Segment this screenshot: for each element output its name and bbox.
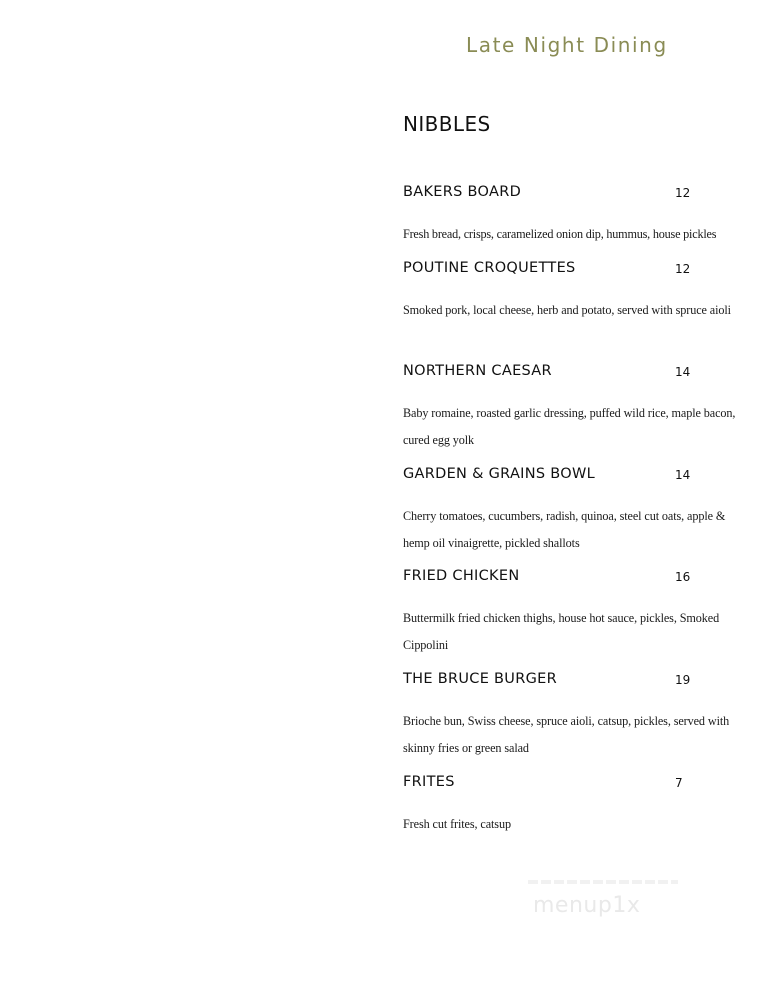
item-name: THE BRUCE BURGER (403, 671, 557, 687)
item-description: Cherry tomatoes, cucumbers, radish, quinoa, steel cut oats, apple & hemp oil vinaigrette, pickled shallots (403, 509, 726, 550)
item-name: NORTHERN CAESAR (403, 363, 552, 379)
item-price: 19 (675, 673, 691, 687)
item-price: 12 (675, 186, 691, 200)
watermark-logo: menup1x (533, 893, 641, 918)
item-description: Baby romaine, roasted garlic dressing, puffed wild rice, maple bacon, cured egg yolk (403, 406, 736, 447)
item-price: 16 (675, 570, 691, 584)
item-description: Brioche bun, Swiss cheese, spruce aioli, catsup, pickles, served with skinny fries or green salad (403, 714, 730, 755)
item-price: 14 (675, 468, 691, 482)
item-price: 14 (675, 365, 691, 379)
item-name: GARDEN & GRAINS BOWL (403, 466, 596, 482)
item-description: Fresh bread, crisps, caramelized onion dip, hummus, house pickles (403, 227, 717, 241)
item-name: FRITES (403, 774, 455, 790)
watermark-line (528, 880, 678, 884)
page-title: Late Night Dining (466, 33, 668, 57)
item-name: POUTINE CROQUETTES (403, 260, 576, 276)
section-title: NIBBLES (403, 112, 491, 136)
item-price: 12 (675, 262, 691, 276)
item-name: BAKERS BOARD (403, 184, 522, 200)
item-description: Fresh cut frites, catsup (403, 817, 511, 831)
item-description: Smoked pork, local cheese, herb and potato, served with spruce aioli (403, 303, 731, 317)
item-description: Buttermilk fried chicken thighs, house hot sauce, pickles, Smoked Cippolini (403, 611, 720, 652)
item-name: FRIED CHICKEN (403, 568, 520, 584)
item-price: 7 (675, 776, 683, 790)
